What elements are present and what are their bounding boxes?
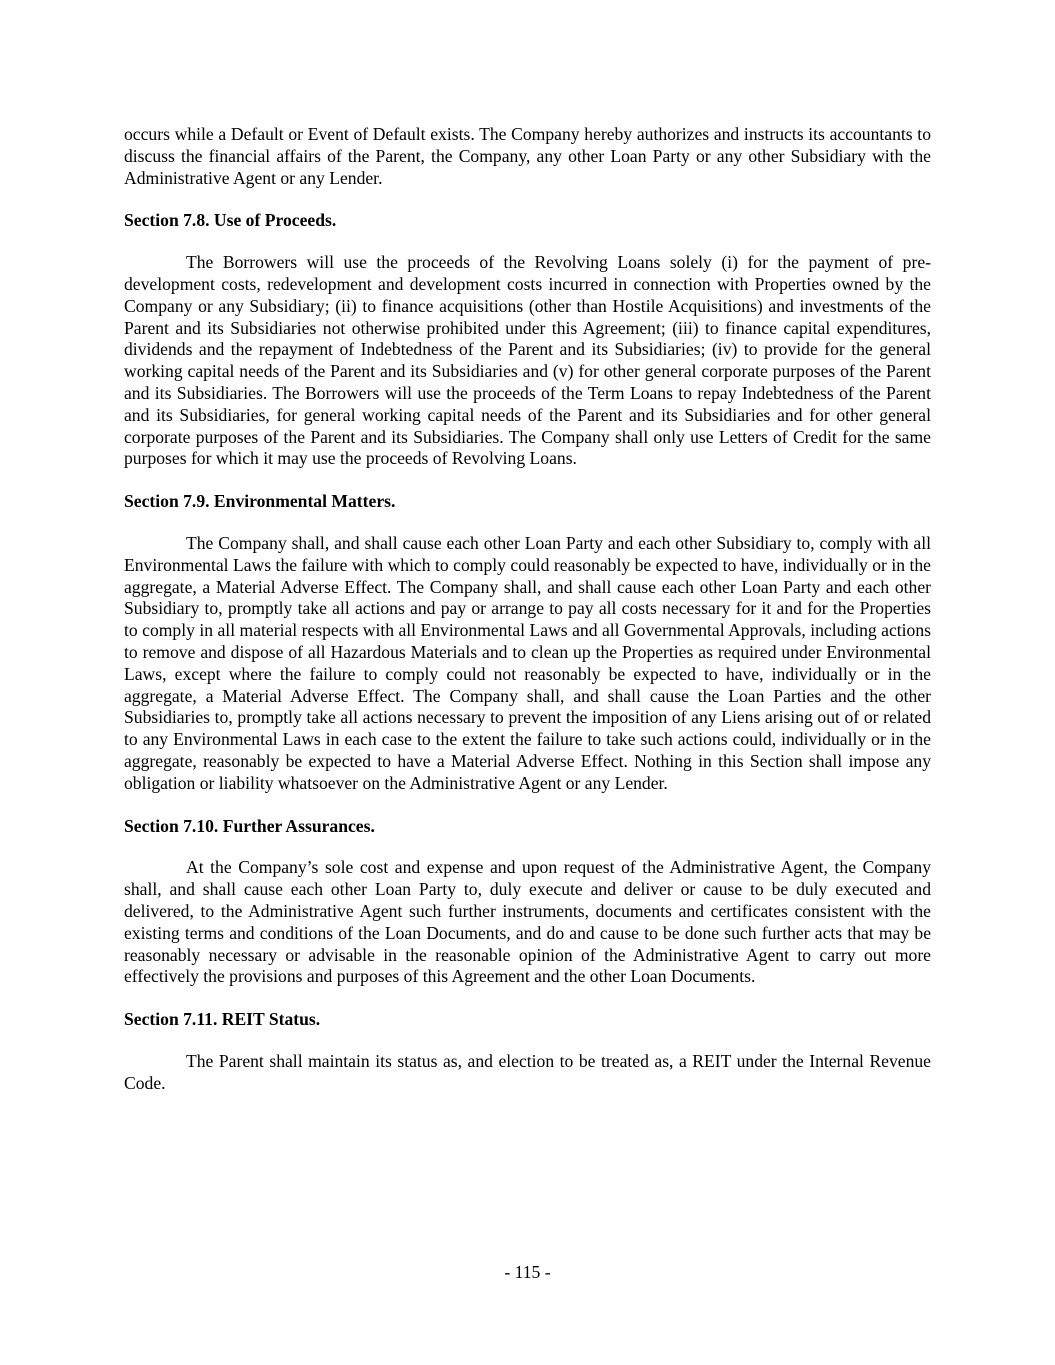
section-7-10-heading: Section 7.10. Further Assurances. <box>124 815 375 836</box>
section-7-10-body: At the Company’s sole cost and expense and upon request of the Administrative Agent, the Company shall, and shall cause each other Loan Party to, duly execute and deliver or cause to be duly executed and delivered, to the Administrative Agent such further instruments, documents and certificates consistent with the existing terms and conditions of the Loan Documents, and do and cause to be done such further acts that may be reasonably necessary or advisable in the reasonable opinion of the Administrative Agent to carry out more effectively the provisions and purposes of this Agreement and the other Loan Documents. <box>124 857 931 987</box>
section-7-9-heading: Section 7.9. Environmental Matters. <box>124 491 396 512</box>
page-number: - 115 - <box>504 1262 551 1282</box>
section-7-11-heading: Section 7.11. REIT Status. <box>124 1009 321 1030</box>
document-page <box>124 124 931 1115</box>
continuation-paragraph: occurs while a Default or Event of Default exists. The Company hereby authorizes and instructs its accountants to discuss the financial affairs of the Parent, the Company, any other Loan Party or any other Subsidiary with the Administrative Agent or any Lender. <box>124 124 931 188</box>
section-7-11-body: The Parent shall maintain its status as, and election to be treated as, a REIT under the Internal Revenue Code. <box>124 1050 931 1093</box>
section-7-8-heading: Section 7.8. Use of Proceeds. <box>124 210 337 231</box>
section-7-9-body: The Company shall, and shall cause each other Loan Party and each other Subsidiary to, comply with all Environmental Laws the failure with which to comply could reasonably be expected to have, individually or in the aggregate, a Material Adverse Effect. The Company shall, and shall cause each other Loan Party and each other Subsidiary to, promptly take all actions and pay or arrange to pay all costs necessary for it and for the Properties to comply in all material respects with all Environmental Laws and all Governmental Approvals, including actions to remove and dispose of all Hazardous Materials and to clean up the Properties as required under Environmental Laws, except where the failure to comply could not reasonably be expected to have, individually or in the aggregate, a Material Adverse Effect. The Company shall, and shall cause the Loan Parties and the other Subsidiaries to, promptly take all actions necessary to prevent the imposition of any Liens arising out of or related to any Environmental Laws in each case to the extent the failure to take such actions could, individually or in the aggregate, reasonably be expected to have a Material Adverse Effect. Nothing in this Section shall impose any obligation or liability whatsoever on the Administrative Agent or any Lender. <box>124 532 931 793</box>
section-7-8-body: The Borrowers will use the proceeds of the Revolving Loans solely (i) for the payment of pre-development costs, redevelopment and development costs incurred in connection with Properties owned by the Company or any Subsidiary; (ii) to finance acquisitions (other than Hostile Acquisitions) and investments of the Parent and its Subsidiaries not otherwise prohibited under this Agreement; (iii) to finance capital expenditures, dividends and the repayment of Indebtedness of the Parent and its Subsidiaries; (iv) to provide for the general working capital needs of the Parent and its Subsidiaries and (v) for other general corporate purposes of the Parent and its Subsidiaries. The Borrowers will use the proceeds of the Term Loans to repay Indebtedness of the Parent and its Subsidiaries, for general working capital needs of the Parent and its Subsidiaries and for other general corporate purposes of the Parent and its Subsidiaries. The Company shall only use Letters of Credit for the same purposes for which it may use the proceeds of Revolving Loans. <box>124 252 931 469</box>
